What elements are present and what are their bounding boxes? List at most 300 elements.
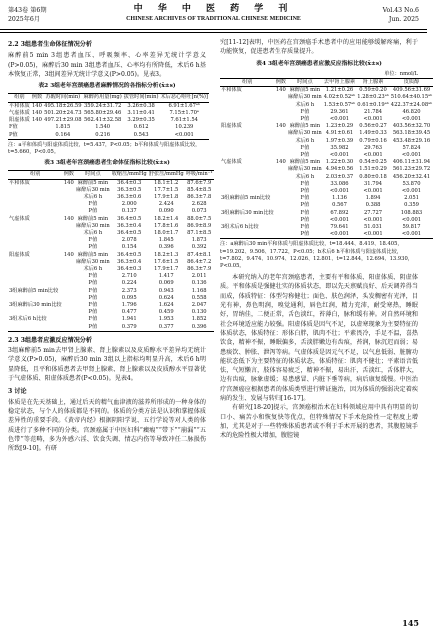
table-cell: P值 — [300, 216, 310, 223]
table-row — [220, 130, 433, 137]
table-row — [8, 316, 214, 323]
table-cell: 53.870 — [402, 180, 421, 187]
table-cell: 1.941 — [121, 316, 137, 323]
table-cell: 0.216 — [95, 131, 111, 138]
table-cell: F值 — [300, 195, 310, 202]
table-cell: F值 — [300, 180, 310, 187]
table-cell — [275, 109, 287, 116]
table-cell: 3组术后6 h比较 — [221, 223, 259, 230]
table-cell: P值 — [88, 208, 98, 215]
table-cell: 403.56±32.70 — [392, 123, 431, 130]
table-cell: 1.873 — [191, 237, 207, 244]
table-row — [8, 230, 214, 237]
table-cell — [275, 202, 287, 209]
table-cell: 456.20±32.41 — [392, 173, 431, 180]
table-cell: 17.7±1.5 — [154, 186, 179, 193]
table-cell: 0.073 — [191, 208, 207, 215]
table-cell: 麻醉后30 min — [288, 94, 322, 101]
table-cell: 87.4±8.1 — [187, 251, 212, 258]
table-cell: <0.001 — [174, 131, 194, 138]
section-3-text: 体质是在先天基础上，通过后天的精气血津液的滋养所形成的一种身体的稳定状态，与个人的体质都是不同的。体质的分类方法是认识和掌握体质差异性的重要手段。《黄帝内经》根据阴阳学说、五行学说等对人类的体质进行了多种不同的分类。宫颈癌属于中医妇科“癥瘕”“带下”“崩漏”“五色带”等范畴，多为外感六淫、饮食失调、情志内伤等导致冲任二脉损伤所致[9-10]。有研 — [8, 398, 206, 453]
table-cell — [31, 124, 43, 131]
table2-header — [8, 94, 209, 102]
table-cell — [63, 273, 75, 280]
table-cell: <0.001 — [401, 187, 422, 194]
table-cell: 2.710 — [121, 273, 137, 280]
table-cell: 2.078 — [121, 237, 137, 244]
table-cell: P值 — [300, 115, 310, 122]
table-cell — [63, 324, 75, 332]
table-cell: 平和体质 — [221, 87, 242, 94]
table-cell — [8, 187, 63, 194]
table-cell — [220, 138, 275, 145]
table-cell — [63, 288, 75, 295]
table-cell: 18.2±1.3 — [154, 251, 179, 258]
table-cell: 0.624 — [158, 294, 174, 301]
table-cell: 0.392 — [191, 244, 207, 251]
table-cell: 29.361 — [330, 108, 349, 115]
table-header-cell: 组别 — [14, 94, 25, 101]
table-cell: 36.3±0.4 — [117, 222, 142, 229]
table-cell — [8, 237, 63, 244]
table-cell: 7.15±1.70ᵃ — [169, 109, 199, 116]
table-cell: 1.624 — [158, 302, 174, 309]
table-cell — [63, 237, 75, 244]
table-cell: 86.3±7.8 — [187, 194, 212, 201]
table-cell: <0.001 — [363, 216, 383, 223]
table-row — [8, 132, 209, 140]
table-header-cell: 皮质醇 — [403, 78, 420, 85]
table-cell: 406.11±31.94 — [392, 159, 431, 166]
table-cell: 453.48±29.16 — [392, 137, 431, 144]
table-cell — [275, 166, 287, 173]
table-cell: 140 — [32, 102, 42, 109]
table-row — [8, 237, 214, 244]
table-cell: 36.4±0.5 — [117, 215, 142, 222]
table-cell: 1.22±0.30 — [325, 159, 354, 166]
table-cell: <0.001 — [363, 115, 383, 122]
table-row — [8, 302, 214, 309]
table-cell: <0.001 — [401, 151, 422, 158]
table-cell: 3组麻醉前5 min比较 — [9, 287, 59, 294]
table-cell: 17.9±1.8 — [154, 194, 179, 201]
table-cell — [8, 273, 63, 280]
table-cell: 3.29±0.35 — [127, 117, 155, 124]
table-cell — [63, 201, 75, 208]
table4-note: 注：a麻醉后30 min平和体质与阳虚体质比较，t=18.444、8.419、18.405，t=19.202、9.506、17.722，P<0.05；b术后6 h平和体质与阳虚体质比较，t=7.802、9.474、10.974、12.026、12.801、t=12.844，12.694、13.930，P<0.05。 — [220, 241, 413, 269]
table-cell: 57.824 — [402, 144, 421, 151]
table-cell — [275, 224, 287, 231]
table-row — [8, 179, 214, 187]
table-cell — [63, 194, 75, 201]
table-cell: 0.359 — [404, 202, 419, 209]
table-cell: 麻醉前5 min — [77, 251, 109, 258]
table-cell: F值 — [9, 124, 18, 131]
table-cell: <0.001 — [329, 216, 350, 223]
table-cell: 术后6 h — [295, 173, 315, 180]
table-cell: 2.373 — [121, 287, 137, 294]
table-cell: 1.417 — [158, 273, 174, 280]
table-cell: 术后6 h — [83, 266, 103, 273]
table-cell — [275, 102, 287, 109]
table-row — [220, 210, 433, 217]
right-para-c: 有研究[18-20]提示，宫颈癌根治术在妇科领域应用中具有明显的切口小、痛苦小和恢复快等优点，但特殊情况下手术危险性一定程度上增加，尤其是对于一些特殊体质患者或不利于手术开展的患者，其腹腔镜手术的危险性极大增加，腹腔镜 — [220, 404, 418, 440]
table-row — [8, 117, 209, 124]
table-cell: <0.001 — [329, 151, 350, 158]
table-cell — [63, 280, 75, 287]
table-cell: 麻醉前5 min — [77, 215, 109, 222]
table-cell — [220, 130, 275, 137]
table-cell: 27.727 — [363, 209, 383, 216]
table-cell — [63, 223, 75, 230]
table-cell — [8, 280, 63, 287]
table-cell: 36.3±0.4 — [117, 258, 142, 265]
table-cell — [275, 231, 287, 239]
table-cell: 麻醉后30 min — [288, 130, 322, 137]
table-row — [220, 174, 433, 181]
table-cell: 阳虚体质 — [221, 123, 242, 130]
table-cell: 2.011 — [191, 273, 207, 280]
table-cell: 平和体质 — [9, 179, 30, 186]
table-cell: F值 — [88, 302, 98, 309]
table-row — [8, 187, 214, 194]
table-row — [8, 252, 214, 259]
table-cell — [275, 138, 287, 145]
table-cell: 0.477 — [121, 309, 137, 316]
table-cell: 1.796 — [121, 302, 137, 309]
table-cell — [8, 208, 63, 215]
table-cell: 85.4±8.5 — [187, 186, 212, 193]
table-cell: 140 — [275, 123, 286, 130]
table-cell: 501.20±24.73 — [44, 109, 82, 116]
header-right — [383, 6, 419, 24]
table-cell — [220, 217, 275, 224]
table-cell: 0.943 — [158, 287, 174, 294]
table-cell: 35.982 — [330, 144, 349, 151]
table-cell: 3组麻醉后30 min比较 — [9, 302, 62, 309]
table-cell: 10.239 — [175, 124, 194, 131]
table-cell: 409.56±31.69 — [392, 87, 431, 94]
table-cell: 17.9±1.7 — [154, 266, 179, 273]
table-cell: 86.3±7.9 — [187, 266, 212, 273]
table-row — [220, 94, 433, 101]
table-cell — [275, 217, 287, 224]
table-cell: P值 — [300, 202, 310, 209]
date-en: Jun. 2025 — [388, 16, 419, 23]
section-2-3-text: 3组麻醉前5 min去甲肾上腺素、肾上腺素以及皮质醇水平差异均无统计学意义(P>0.05)，麻醉后30 min 3组以上指标均明显升高，术后6 h明显降低，且平和体质患者去甲肾上腺素、肾上腺素以及皮质醇水平显著优于气虚体质、阳虚体质患者(P<0.05)。见表4。 — [8, 347, 206, 383]
table-cell: 0.56±0.27 — [359, 123, 387, 130]
table-cell: 510.64±40.15ᵃᵇ — [390, 94, 433, 101]
table-cell: 88.0±7.5 — [187, 215, 212, 222]
table-cell — [63, 230, 75, 237]
table-cell: P值 — [300, 187, 310, 194]
journal-header — [0, 0, 427, 33]
table-cell: <0.001 — [363, 187, 383, 194]
table-cell: 平和体质 — [9, 102, 30, 109]
table-cell: 麻醉前5 min — [77, 179, 109, 186]
table-cell: 86.4±7.2 — [187, 258, 212, 265]
table-cell: 4.94±0.56 — [325, 166, 354, 173]
table-row — [8, 273, 214, 280]
table-header-cell: 苏醒时间(min) — [45, 94, 81, 101]
table-cell — [275, 152, 287, 159]
table-cell: 1.845 — [158, 237, 174, 244]
table-cell: 麻醉后30 min — [76, 186, 110, 193]
table-cell: 36.4±0.3 — [117, 266, 142, 273]
table-row — [220, 159, 433, 166]
table-cell — [8, 324, 63, 332]
table-header-cell: 去甲肾上腺素 — [323, 78, 356, 85]
left-column — [8, 38, 213, 453]
table-4 — [220, 78, 433, 239]
right-para-a: 究[11-12]表明，中医药在宫颈癌手术患者中的应用能够缓解疼痛，利于功能恢复，促进患者生存质量提升。 — [220, 39, 418, 56]
table-cell: 1.53±0.57ᵃᵇ — [323, 101, 356, 108]
table-cell: 51.031 — [363, 223, 383, 230]
table-row — [8, 124, 209, 131]
table-cell: 18.0±1.7 — [154, 230, 179, 237]
table-header-cell: 术后恶心呕吐[n(%)] — [160, 94, 208, 101]
table-cell — [275, 145, 287, 152]
table-cell: 1.28±0.23ᵃᵇ — [357, 94, 389, 101]
table-cell — [63, 187, 75, 194]
table-cell: 术后6 h — [295, 137, 315, 144]
table-cell: 0.377 — [158, 323, 174, 330]
table-cell: 麻醉前5 min — [289, 123, 321, 130]
table-cell: 3.11±0.41 — [127, 109, 155, 116]
table-cell: 0.130 — [191, 309, 207, 316]
right-para-b: 本研究纳入的老年宫颈癌患者，主要有平和体质、阳虚体质、阴虚体质。平和体质是强健壮实的体质状态，即以先天禀赋良好、后天调养得当而成，体质特征：体型匀称健壮；面色、肤色润泽，头发稠密有光泽，目光有神，鼻色明润，嗅觉通利，唇色红润，精力充沛，耐受寒热，睡眠好，胃纳佳，二便正常，舌色淡红，苔薄白，脉和缓有神。对自然环境和社会环境适应能力较强。阳虚体质是因气不足，以虚寒现象为主要特征的体质状态，体质特征：形体白胖，肌肉不壮；平素畏冷，手足不温，喜热饮食，精神不振，睡眠偏多，舌淡胖嫩边有齿痕，苔润，脉沉迟而弱；易患痰饮、肿胀、泄泻等病。气虚体质是因元气不足，以气息低弱、脏腑功能状态低下为主要特征的体质状态，体质特征：肌肉不健壮；平素语音低怯，气短懒言，肢体容易疲乏，精神不振，易出汗，舌淡红，舌体胖大，边有齿痕，脉象虚缓；易患感冒、内脏下垂等病，病后康复缓慢。中医治疗宫颈癌应根据患者的体质类型进行辨证施治，因为体质的强弱决定着疾病的发生、发展与转归[16-17]。 — [220, 274, 418, 403]
table-cell: 565.80±29.46 — [83, 109, 122, 116]
table-cell: 0.459 — [158, 309, 174, 316]
table-header-cell: 收缩压/mmHg — [111, 171, 147, 178]
table-cell: F值 — [300, 209, 310, 216]
table-cell: 1.815 — [55, 124, 71, 131]
table-cell — [63, 244, 75, 251]
table-cell: P值 — [9, 131, 18, 138]
table-cell: 麻醉后30 min — [76, 258, 110, 265]
table-cell — [63, 309, 75, 316]
table-cell — [8, 194, 63, 201]
table-cell: 86.9±8.9 — [187, 222, 212, 229]
section-3-heading: 3 讨论 — [8, 388, 27, 396]
table-cell: 0.396 — [158, 244, 174, 251]
table-2 — [8, 93, 209, 139]
table-cell: 1.51±0.29 — [359, 166, 387, 173]
table-row — [8, 259, 214, 266]
table-cell: 4.91±0.61 — [325, 130, 354, 137]
table4-header — [220, 78, 433, 86]
table-cell: 1.49±0.33 — [359, 130, 387, 137]
table-row — [220, 138, 433, 145]
table-cell: P值 — [88, 309, 98, 316]
table-cell: 31.794 — [363, 180, 383, 187]
table4-unit: 单位：nmol/L — [384, 70, 418, 77]
table-cell: 562.41±32.58 — [83, 117, 122, 124]
table-cell: F值 — [88, 237, 98, 244]
table-cell: 140 — [275, 87, 286, 94]
table-cell: 0.154 — [121, 244, 137, 251]
table-cell — [8, 259, 63, 266]
table-row — [8, 223, 214, 230]
header-left — [8, 6, 47, 24]
table-row — [220, 116, 433, 123]
table-row — [8, 201, 214, 208]
table-cell: 3组麻醉前5 min比较 — [221, 195, 271, 202]
table-row — [220, 231, 433, 239]
section-2-2-text: 麻醉前5 min 3组患者血压、呼吸频率、心率差异无统计学意义(P>0.05)，麻醉后30 min 3组患者血压、心率均有所降低，术后6 h基本恢复正常，3组间差异无统计学意义(P>0.05)。见表3。 — [8, 52, 206, 78]
table-cell: F值 — [88, 287, 98, 294]
table-row — [8, 295, 214, 302]
table-cell: 7.61±1.54 — [170, 117, 198, 124]
table-cell: 79.641 — [330, 223, 349, 230]
date-cn: 2025年6月 — [8, 16, 41, 23]
table-cell: 麻醉前5 min — [289, 159, 321, 166]
table-cell: 0.543 — [133, 131, 149, 138]
page-number: 145 — [402, 618, 419, 628]
table-cell — [8, 230, 63, 237]
table-cell: 3.26±0.38 — [127, 102, 155, 109]
table-cell — [63, 302, 75, 309]
table-cell: F值 — [300, 223, 310, 230]
table-cell: 1.168 — [191, 287, 207, 294]
table-cell: 495.18±26.59 — [44, 102, 82, 109]
right-column — [220, 38, 433, 441]
table-row — [220, 152, 433, 159]
table-cell — [275, 188, 287, 195]
table-cell: 1.953 — [158, 316, 174, 323]
table-cell: 1.540 — [95, 124, 111, 131]
table-row — [220, 109, 433, 116]
table-cell: 气虚体质 — [221, 159, 242, 166]
table-cell: <0.001 — [401, 231, 422, 238]
table-cell — [220, 102, 275, 109]
table-cell — [8, 244, 63, 251]
table-cell: 2.424 — [158, 201, 174, 208]
table-cell — [8, 201, 63, 208]
table-cell — [31, 132, 43, 140]
table-cell: 0.558 — [191, 294, 207, 301]
section-2-3-heading: 2.3 3组患者应激反应情况分析 — [8, 336, 92, 344]
table-cell: 561.23±29.72 — [392, 166, 431, 173]
table-cell: 2.03±0.37 — [325, 173, 354, 180]
table-header-cell: 例数 — [275, 78, 286, 85]
table-cell: <0.001 — [329, 187, 350, 194]
table-cell — [275, 94, 287, 101]
table-cell: F值 — [300, 108, 310, 115]
table-cell: 0.61±0.19ᵃᵇ — [357, 101, 389, 108]
table-cell: 1.894 — [365, 195, 381, 202]
table-cell: 1.21±0.26 — [325, 87, 354, 94]
table-cell — [275, 174, 287, 181]
table-cell — [275, 116, 287, 123]
table-cell: 0.090 — [158, 208, 174, 215]
table-header-cell: 麻醉药用量(mg) — [83, 94, 122, 101]
table-header-cell: 肾上腺素 — [362, 78, 384, 85]
table-cell: 36.4±0.5 — [117, 251, 142, 258]
table-cell: 18.2±1.4 — [154, 215, 179, 222]
table-cell: 阳虚体质 — [9, 251, 30, 258]
table-header-cell: 组别 — [242, 78, 253, 85]
table-cell: P值 — [88, 280, 98, 287]
table-cell — [220, 94, 275, 101]
header-rule — [0, 29, 427, 30]
table-header-cell: 例数 — [63, 171, 74, 178]
table-row — [220, 102, 433, 109]
table-row — [8, 110, 209, 117]
table4-caption: 表4 3组老年宫颈癌患者应激反应指标比较(x̄±s) — [256, 60, 382, 67]
table-cell — [220, 231, 275, 239]
section-2-2-heading: 2.2 3组患者生命体征情况分析 — [8, 41, 92, 48]
table-cell: 1.23±0.29 — [325, 123, 354, 130]
table-row — [8, 266, 214, 273]
table-cell: 359.24±31.72 — [83, 102, 122, 109]
table-cell: 17.6±1.5 — [154, 258, 179, 265]
table-cell: 2.051 — [404, 195, 419, 202]
table-cell: 140 — [63, 179, 74, 186]
table-cell — [8, 295, 63, 302]
table-cell: F值 — [88, 201, 98, 208]
table-header-cell: 例数 — [31, 94, 43, 101]
table-cell — [8, 223, 63, 230]
table-cell: 2.628 — [191, 201, 207, 208]
table-cell: 3组麻醉后30 min比较 — [221, 209, 274, 216]
table-cell: <0.001 — [363, 151, 383, 158]
table-cell: F值 — [300, 144, 310, 151]
volume-en: Vol.43 No.6 — [382, 7, 419, 14]
table-cell: 4.02±0.52ᵃᵇ — [323, 94, 356, 101]
table-cell: 140 — [32, 109, 42, 116]
table-row — [8, 194, 214, 201]
table-cell: 0.095 — [121, 294, 137, 301]
table-cell: 36.3±0.5 — [117, 186, 142, 193]
table-cell: 140 — [275, 159, 286, 166]
table-cell: 麻醉后30 min — [76, 222, 110, 229]
table-cell: 0.567 — [332, 202, 347, 209]
table-cell: 0.136 — [191, 280, 207, 287]
table-cell — [63, 295, 75, 302]
table-cell: 59.817 — [402, 223, 421, 230]
table-cell — [220, 202, 275, 209]
table-cell — [220, 174, 275, 181]
table-cell: 麻醉后30 min — [288, 166, 322, 173]
table-cell: 36.3±0.6 — [117, 194, 142, 201]
table-cell: <0.001 — [401, 115, 422, 122]
table-cell: 87.6±7.9 — [187, 179, 212, 186]
table-row — [220, 181, 433, 188]
table-cell: F值 — [88, 273, 98, 280]
table-cell: 2.047 — [191, 302, 207, 309]
table-cell — [63, 259, 75, 266]
table-cell: 0.069 — [158, 280, 174, 287]
table-cell: 36.4±0.3 — [117, 179, 142, 186]
table-row — [220, 224, 433, 231]
table-cell: 0.59±0.20 — [359, 87, 387, 94]
table3-header — [8, 171, 214, 179]
journal-title-en: CHINESE ARCHIVES OF TRADITIONAL CHINESE MEDICINE — [126, 16, 301, 22]
table-cell: P值 — [88, 323, 98, 330]
table-row — [220, 217, 433, 224]
table-cell — [63, 266, 75, 273]
table-cell — [275, 210, 287, 217]
table-cell: 0.137 — [121, 208, 137, 215]
table-cell: 33.086 — [330, 180, 349, 187]
table-cell: 2.000 — [121, 201, 137, 208]
table-row — [8, 244, 214, 251]
table-cell — [275, 181, 287, 188]
table-cell: 36.4±0.5 — [117, 230, 142, 237]
header-center — [80, 4, 347, 24]
table-row — [220, 202, 433, 209]
